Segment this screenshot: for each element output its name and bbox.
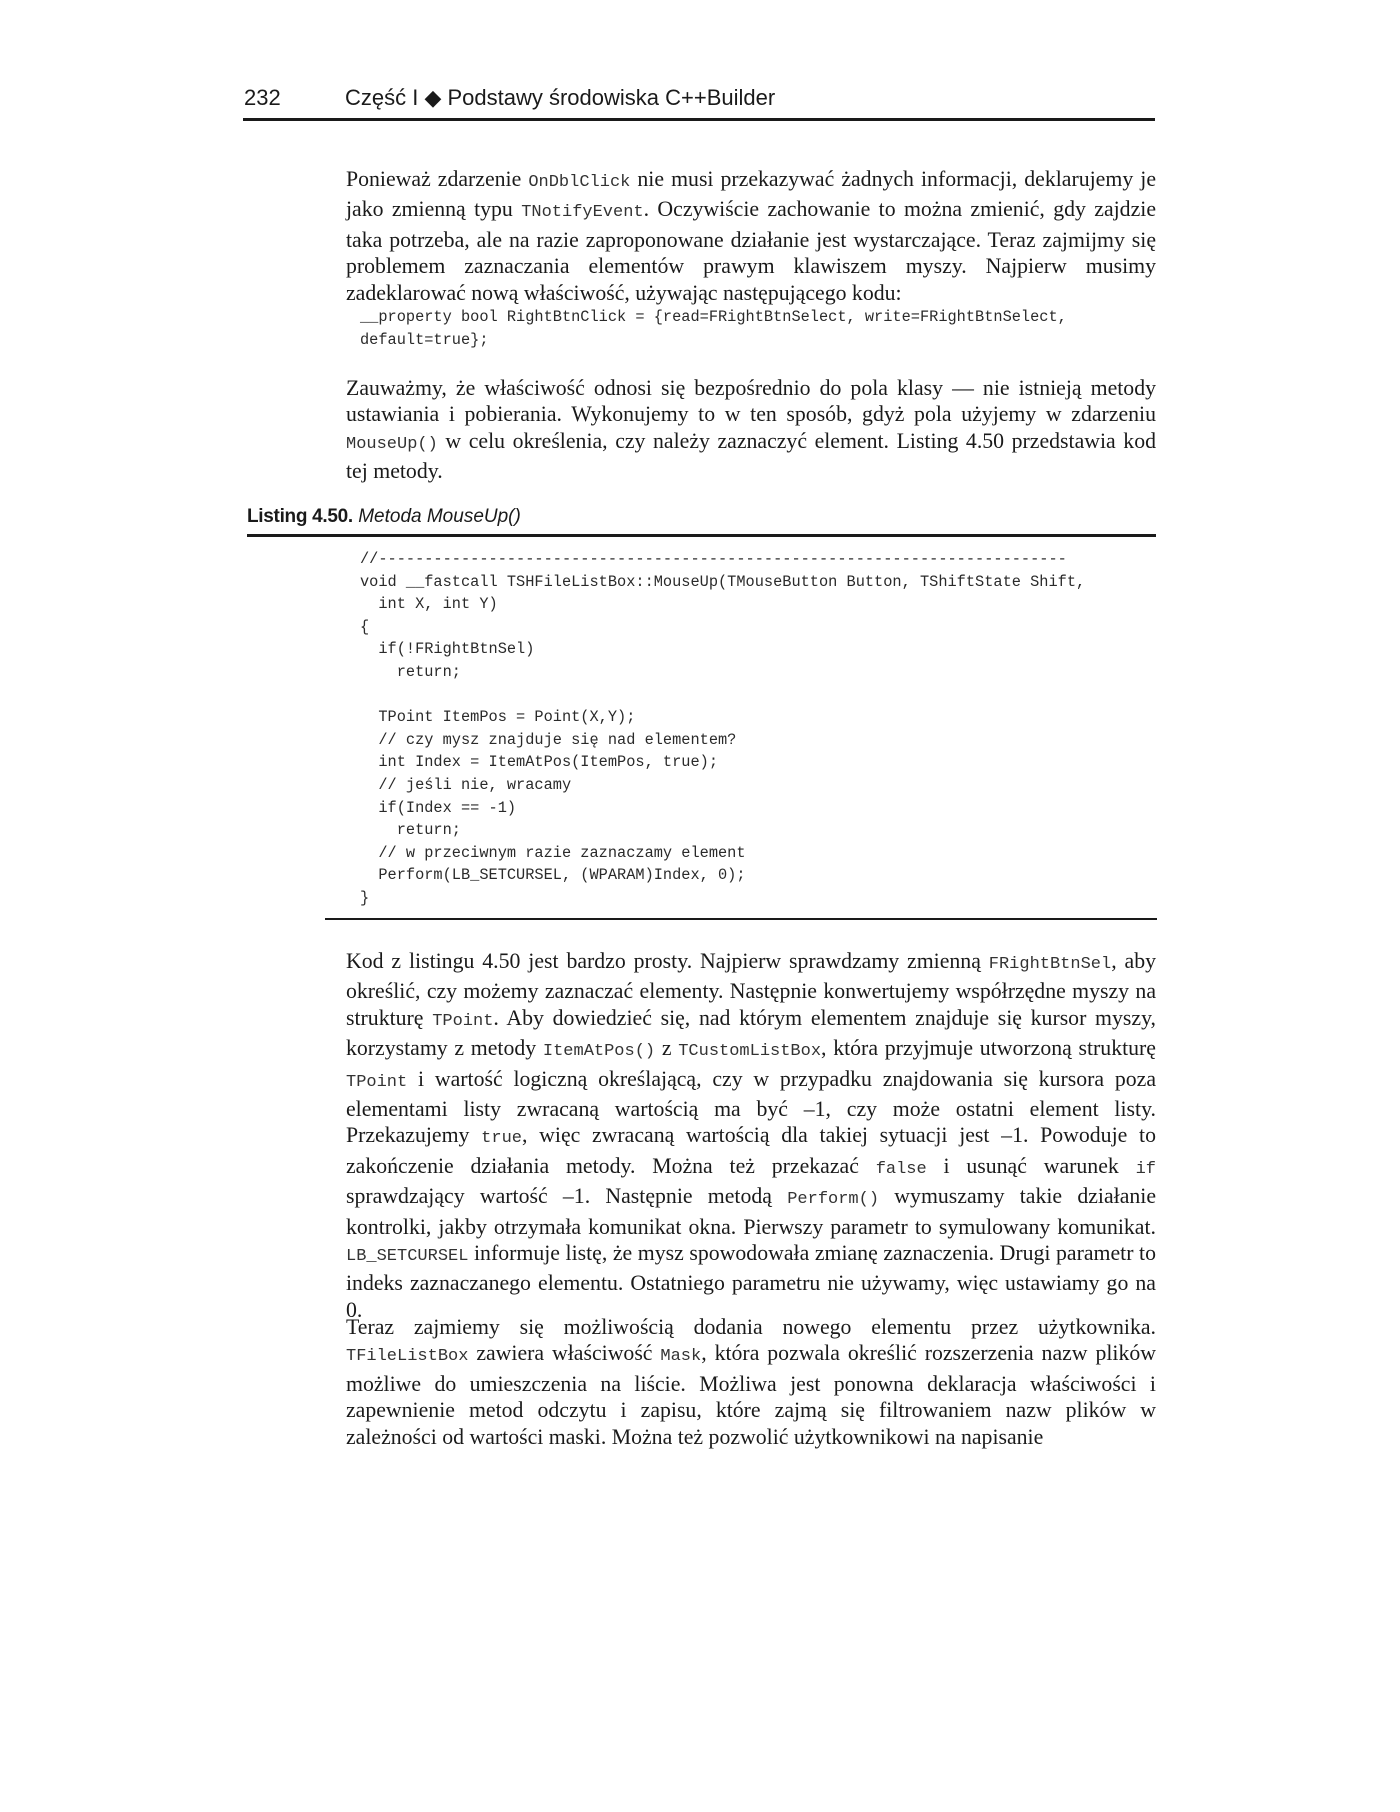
inline-code: TCustomListBox [678, 1042, 822, 1062]
explanation-paragraph: Kod z listingu 4.50 jest bardzo prosty. Najpierw sprawdzamy zmienną FRightBtnSel, aby określić, czy możemy zaznaczać elementy. Następnie konwertujemy współrzędne myszy na strukturę TPoint. Aby dowiedzieć się, nad którym elementem znajduje się kursor myszy, korzystamy z metody ItemAtPos() z TCustomListBox, która przyjmuje utworzoną strukturę TPoint i wartość logiczną określającą, czy w przypadku znajdowania się kursora poza elementami listy zwracaną wartością ma być –1, czy może ostatni element listy. Przekazujemy true, więc zwracaną wartością dla takiej sytuacji jest –1. Powoduje to zakończenie działania metody. Można też przekazać false i usunąć warunek if sprawdzający wartość –1. Następnie metodą Perform() wymuszamy takie działanie kontrolki, jakby otrzymała komunikat okna. Pierwszy parametr to symulowany komunikat. LB_SETCURSEL informuje listę, że mysz spowodowała zmianę zaznaczenia. Drugi parametr to indeks zaznaczanego elementu. Ostatniego parametru nie używamy, więc ustawiamy go na 0. [346, 949, 1157, 1322]
inline-code: TNotifyEvent [521, 203, 644, 223]
inline-code: MouseUp() [346, 434, 438, 454]
page-header [243, 84, 1155, 121]
inline-code: if [1135, 1159, 1156, 1179]
running-title: Część I ◆ Podstawy środowiska C++Builder [345, 85, 776, 110]
note-paragraph: Zauważmy, że właściwość odnosi się bezpośrednio do pola klasy — nie istnieją metody ustawiania i pobierania. Wykonujemy to w ten sposób, gdyż pola użyjemy w zdarzeniu MouseUp() w celu określenia, czy należy zaznaczyć element. Listing 4.50 przedstawia kod tej metody. [346, 376, 1156, 484]
inline-code: TPoint [346, 1072, 408, 1092]
inline-code: true [481, 1129, 522, 1149]
inline-code: FRightBtnSel [988, 955, 1112, 974]
listing-title: Metoda MouseUp() [358, 506, 521, 527]
listing-end-rule [325, 918, 1157, 920]
inline-code: LB_SETCURSEL [346, 1247, 469, 1267]
inline-code: OnDblClick [528, 173, 631, 192]
inline-code: ItemAtPos() [542, 1042, 656, 1062]
intro-paragraph: Ponieważ zdarzenie OnDblClick nie musi przekazywać żadnych informacji, deklarujemy je jako zmienną typu TNotifyEvent. Oczywiście zachowanie to można zmienić, gdy zajdzie taka potrzeba, ale na razie zaproponowane działanie jest wystarczające. Teraz zajmijmy się problemem zaznaczania elementów prawym klawiszem myszy. Najpierw musimy zadeklarować nową właściwość, używając następującego kodu: [346, 167, 1156, 305]
property-code: __property bool RightBtnClick = {read=FRightBtnSelect, write=FRightBtnSelect, default=true}; [360, 308, 1067, 349]
closing-paragraph: Teraz zajmiemy się możliwością dodania nowego elementu przez użytkownika. TFileListBox zawiera właściwość Mask, która pozwala określić rozszerzenia nazw plików możliwe do umieszczenia na liście. Możliwa jest ponowna deklaracja właściwości i zapewnienie metod odczytu i zapisu, które zajmą się filtrowaniem nazw plików w zależności od wartości maski. Można też pozwolić użytkownikowi na napisanie [346, 1315, 1156, 1449]
listing-label: Listing 4.50. [247, 506, 353, 527]
listing-caption [247, 506, 1156, 537]
inline-code: TPoint [432, 1011, 494, 1031]
inline-code: Mask [660, 1347, 702, 1367]
inline-code: false [875, 1159, 927, 1179]
listing-code: //--------------------------------------------------------------------------- void __fastcall TSHFileListBox::MouseUp(TMouseButton Button, TShiftState Shift, int X, int Y) { if(!FRightBtnSel) return; TPoint ItemPos = Point(X,Y); // czy mysz znajduje się nad elementem? int Index = ItemAtPos(ItemPos, true); // jeśli nie, wracamy if(Index == -1) return; // w przeciwnym razie zaznaczamy element Perform(LB_SETCURSEL, (WPARAM)Index, 0); } [360, 550, 1086, 907]
inline-code: Perform() [787, 1190, 880, 1210]
inline-code: TFileListBox [346, 1347, 469, 1367]
page-number: 232 [244, 85, 281, 110]
